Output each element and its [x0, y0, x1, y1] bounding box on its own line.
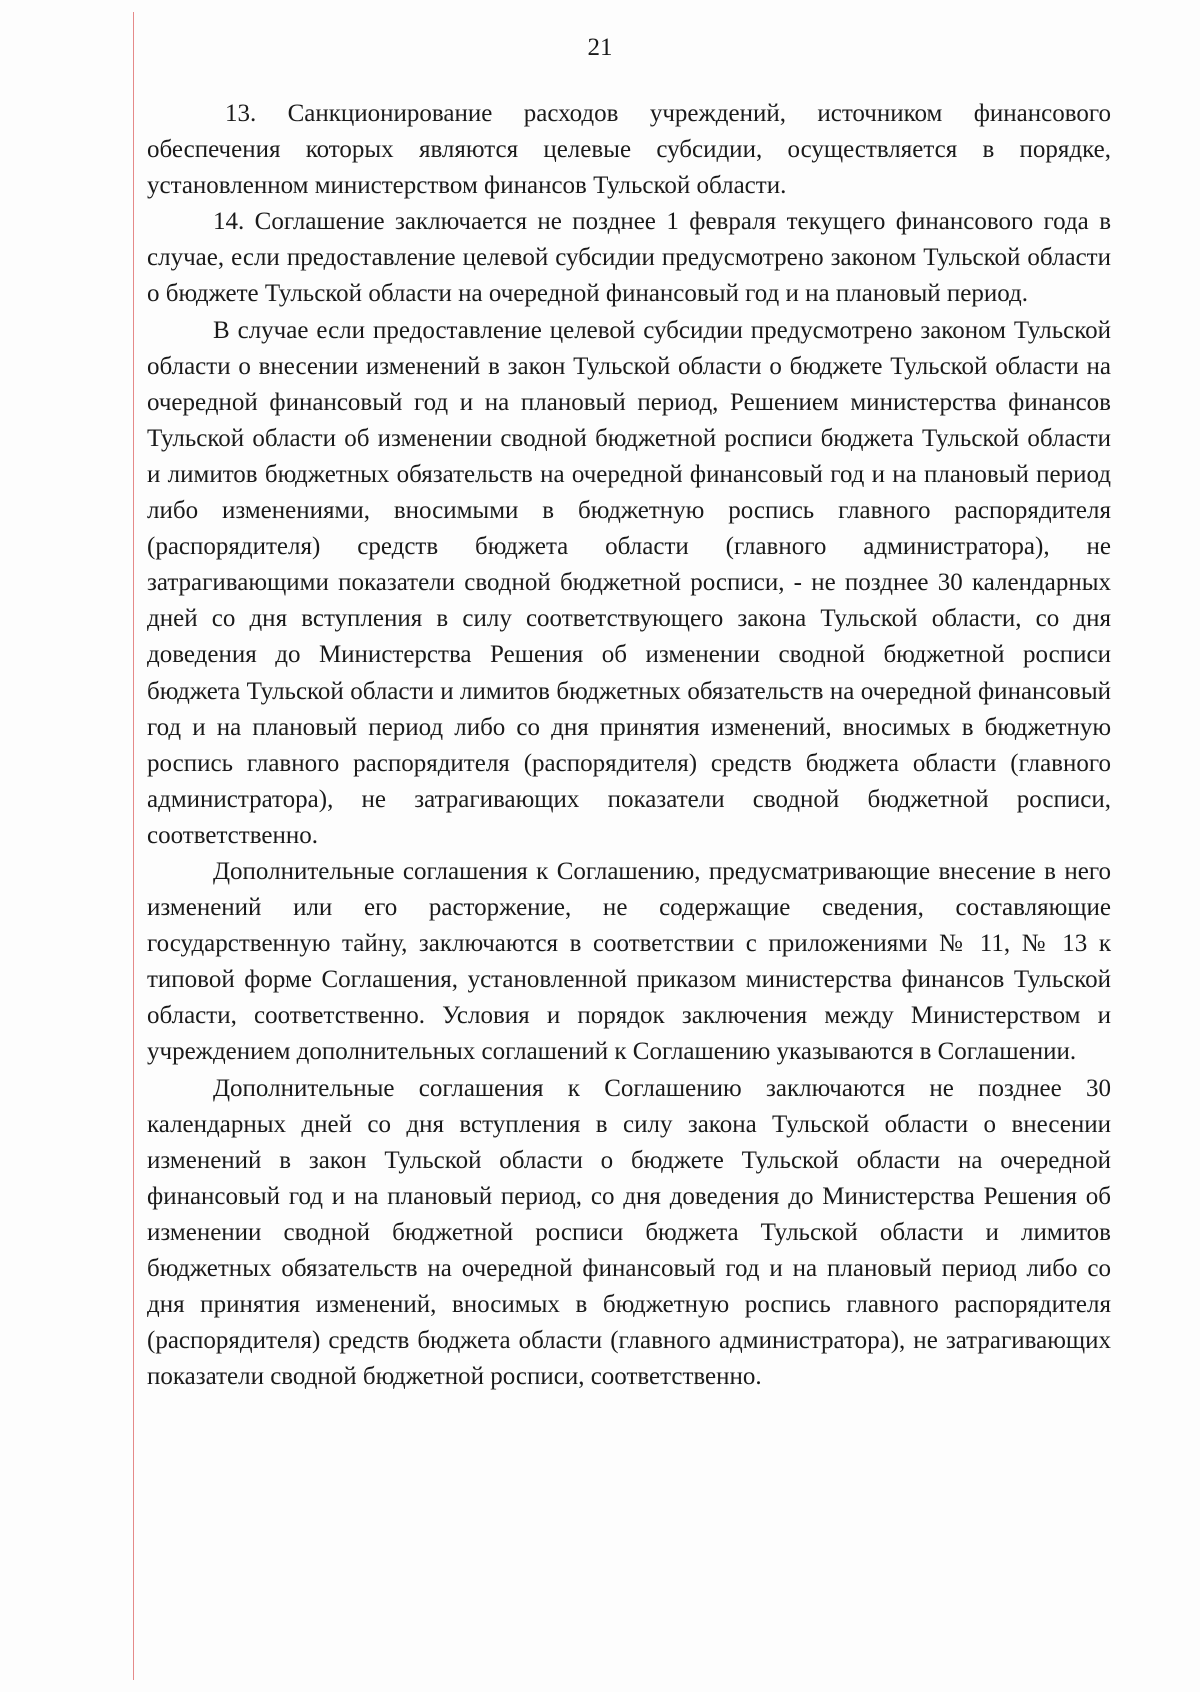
paragraph-clause-14: 14. Соглашение заключается не позднее 1 февраля текущего финансового года в случае, если предоставление целевой субсидии предусмотрено законом Тульской области о бюджете Тульской области на очередной финансовый год и на плановый период.	[147, 208, 1111, 308]
document-body	[147, 96, 1111, 1395]
margin-line	[133, 12, 134, 1680]
page-number: 21	[587, 34, 613, 61]
paragraph-clause-13: 13. Санкционирование расходов учреждений, источником финансового обеспечения которых являются целевые субсидии, осуществляется в порядке, установленном министерством финансов Тульской области.	[147, 100, 1111, 200]
paragraph-law-amendment-case: В случае если предоставление целевой субсидии предусмотрено законом Тульской области о внесении изменений в закон Тульской области о бюджете Тульской области на очередной финансовый год и на плановый период, Решением министерства финансов Тульской области об изменении сводной бюджетной росписи бюджета Тульской области и лимитов бюджетных обязательств на очередной финансовый год и на плановый период либо изменениями, вносимыми в бюджетную роспись главного распорядителя (распорядителя) средств бюджета области (главного администратора), не затрагивающими показатели сводной бюджетной росписи, - не позднее 30 календарных дней со дня вступления в силу соответствующего закона Тульской области, со дня доведения до Министерства Решения об изменении сводной бюджетной росписи бюджета Тульской области и лимитов бюджетных обязательств на очередной финансовый год и на плановый период либо со дня принятия изменений, вносимых в бюджетную роспись главного распорядителя (распорядителя) средств бюджета области (главного администратора), не затрагивающих показатели сводной бюджетной росписи, соответственно.	[147, 316, 1111, 849]
paragraph-additional-agreements-deadline: Дополнительные соглашения к Соглашению заключаются не позднее 30 календарных дней со дня вступления в силу закона Тульской области о внесении изменений в закон Тульской области о бюджете Тульской области на очередной финансовый год и на плановый период, со дня доведения до Министерства Решения об изменении сводной бюджетной росписи бюджета Тульской области и лимитов бюджетных обязательств на очередной финансовый год и на плановый период либо со дня принятия изменений, вносимых в бюджетную роспись главного распорядителя (распорядителя) средств бюджета области (главного администратора), не затрагивающих показатели сводной бюджетной росписи, соответственно.	[147, 1074, 1111, 1391]
paragraph-additional-agreements: Дополнительные соглашения к Соглашению, предусматривающие внесение в него изменений или его расторжение, не содержащие сведения, составляющие государственную тайну, заключаются в соответствии с приложениями № 11, № 13 к типовой форме Соглашения, установленной приказом министерства финансов Тульской области, соответственно. Условия и порядок заключения между Министерством и учреждением дополнительных соглашений к Соглашению указываются в Соглашении.	[147, 857, 1111, 1066]
